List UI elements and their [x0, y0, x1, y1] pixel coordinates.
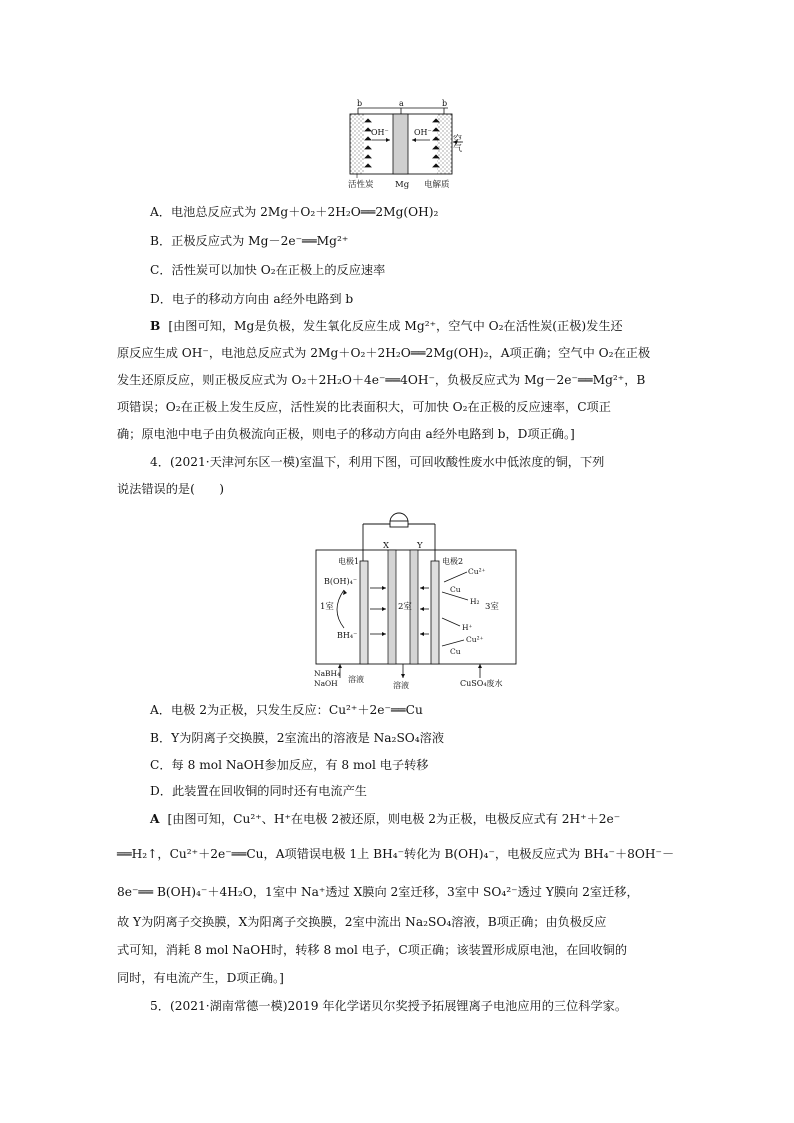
label-cuso4-wastewater: CuSO₄废水 [460, 679, 503, 688]
label-electrode-2: 电极2 [442, 557, 464, 566]
label-membrane-x: X [383, 541, 390, 551]
label-bh4: BH₄⁻ [337, 631, 358, 640]
q3-option-b: B．正极反应式为 Mg－2e⁻══Mg²⁺ [150, 234, 349, 248]
q3-explanation-line-1 [150, 318, 623, 334]
q4-stem-line-2: 说法错误的是( ) [117, 482, 225, 496]
label-electrode-1: 电极1 [338, 557, 360, 566]
label-hplus: H⁺ [462, 623, 473, 632]
label-room-3: 3室 [485, 602, 499, 612]
q3-option-a: A．电池总反应式为 2Mg＋O₂＋2H₂O══2Mg(OH)₂ [150, 205, 439, 219]
q4-explanation-line-4: 故 Y为阴离子交换膜，X为阳离子交换膜，2室中流出 Na₂SO₄溶液，B项正确；由负极反应 [117, 915, 607, 929]
label-solution-1: 溶液 [348, 675, 364, 684]
label-room-2: 2室 [398, 602, 412, 612]
q4-explanation-line-5: 式可知，消耗 8 mol NaOH时，转移 8 mol 电子，C项正确；该装置形成原电池，在回收铜的 [117, 943, 628, 957]
fig1-label-a: a [399, 99, 404, 108]
q5-stem: 5．(2021·湖南常德一模)2019 年化学诺贝尔奖授予拓展锂离子电池应用的三位科学家。 [150, 999, 628, 1013]
label-cu2-top: Cu²⁺ [468, 567, 486, 576]
q4-explanation-line-2: ══H₂↑，Cu²⁺＋2e⁻══Cu，A项错误电极 1上 BH₄⁻转化为 B(OH)₄⁻，电极反应式为 BH₄⁻＋8OH⁻－ [117, 847, 675, 861]
fig1-air-label: 空气 [451, 134, 461, 152]
fig1-label-carbon: 活性炭 [348, 180, 374, 190]
q3-explanation-line-3: 发生还原反应，则正极反应式为 O₂＋2H₂O＋4e⁻══4OH⁻，负极反应式为 Mg－2e⁻══Mg²⁺，B [117, 373, 646, 387]
q4-explanation-text-1: [由图可知，Cu²⁺、H⁺在电极 2被还原，则电极 2为正极，电极反应式有 2H⁺＋2e⁻ [167, 812, 621, 826]
fig1-label-electrolyte: 电解质 [424, 180, 450, 190]
q4-answer-letter: A [150, 812, 160, 826]
mg-electrode [393, 114, 408, 174]
activated-carbon-region [350, 114, 364, 174]
label-naoh: NaOH [314, 679, 338, 688]
q3-answer-letter: B [150, 319, 161, 333]
copper-recovery-figure [300, 506, 530, 690]
label-cu-bottom: Cu [450, 647, 461, 656]
fig1-label-b-left: b [357, 99, 363, 108]
membrane-x [388, 550, 396, 664]
q4-explanation-line-6: 同时，有电流产生，D项正确。] [117, 971, 284, 985]
q4-option-d: D．此装置在回收铜的同时还有电流产生 [150, 784, 367, 798]
q3-explanation-line-2: 原反应生成 OH⁻，电池总反应式为 2Mg＋O₂＋2H₂O══2Mg(OH)₂，A项正确；空气中 O₂在正极 [117, 346, 651, 360]
label-room-1: 1室 [320, 602, 334, 612]
q3-option-d: D．电子的移动方向由 a经外电路到 b [150, 292, 354, 306]
label-cu-top: Cu [450, 585, 461, 594]
label-h2: H₂ [470, 597, 480, 606]
label-cu2-bottom: Cu²⁺ [466, 635, 484, 644]
label-nabh4: NaBH₄ [314, 669, 341, 678]
q3-explanation-line-4: 项错误；O₂在正极上发生反应，活性炭的比表面积大，可加快 O₂在正极的反应速率，C项正 [117, 400, 611, 414]
label-membrane-y: Y [417, 541, 423, 551]
q3-option-c: C．活性炭可以加快 O₂在正极上的反应速率 [150, 263, 386, 277]
electrolyte-region [437, 114, 452, 174]
fig1-label-b-right: b [442, 99, 448, 108]
q4-option-c: C．每 8 mol NaOH参加反应，有 8 mol 电子转移 [150, 758, 429, 772]
mg-air-battery-figure [338, 98, 468, 190]
q4-option-b: B．Y为阴离子交换膜，2室流出的溶液是 Na₂SO₄溶液 [150, 731, 445, 745]
label-boh4: B(OH)₄⁻ [324, 577, 358, 586]
q4-explanation-line-3: 8e⁻══ B(OH)₄⁻＋4H₂O，1室中 Na⁺透过 X膜向 2室迁移，3室中 SO₄²⁻透过 Y膜向 2室迁移， [117, 885, 639, 899]
q4-explanation-line-1 [150, 811, 620, 827]
fig1-ion-right: OH⁻ [414, 128, 432, 137]
q4-option-a: A．电极 2为正极，只发生反应：Cu²⁺＋2e⁻══Cu [150, 703, 423, 717]
q3-explanation-line-5: 确；原电池中电子由负极流向正极，则电子的移动方向由 a经外电路到 b，D项正确。] [117, 427, 575, 441]
lamp-icon [390, 521, 408, 527]
fig1-ion-left: OH⁻ [371, 128, 389, 137]
electrode-1 [360, 561, 368, 664]
label-solution-2: 溶液 [393, 681, 409, 690]
fig1-label-mg: Mg [395, 180, 410, 190]
electrode-2 [431, 561, 439, 664]
q4-stem-line-1: 4．(2021·天津河东区一模)室温下，利用下图，可回收酸性废水中低浓度的铜，下列 [150, 455, 605, 469]
q3-explanation-text-1: [由图可知，Mg是负极，发生氧化反应生成 Mg²⁺，空气中 O₂在活性炭(正极)发生还 [168, 319, 623, 333]
